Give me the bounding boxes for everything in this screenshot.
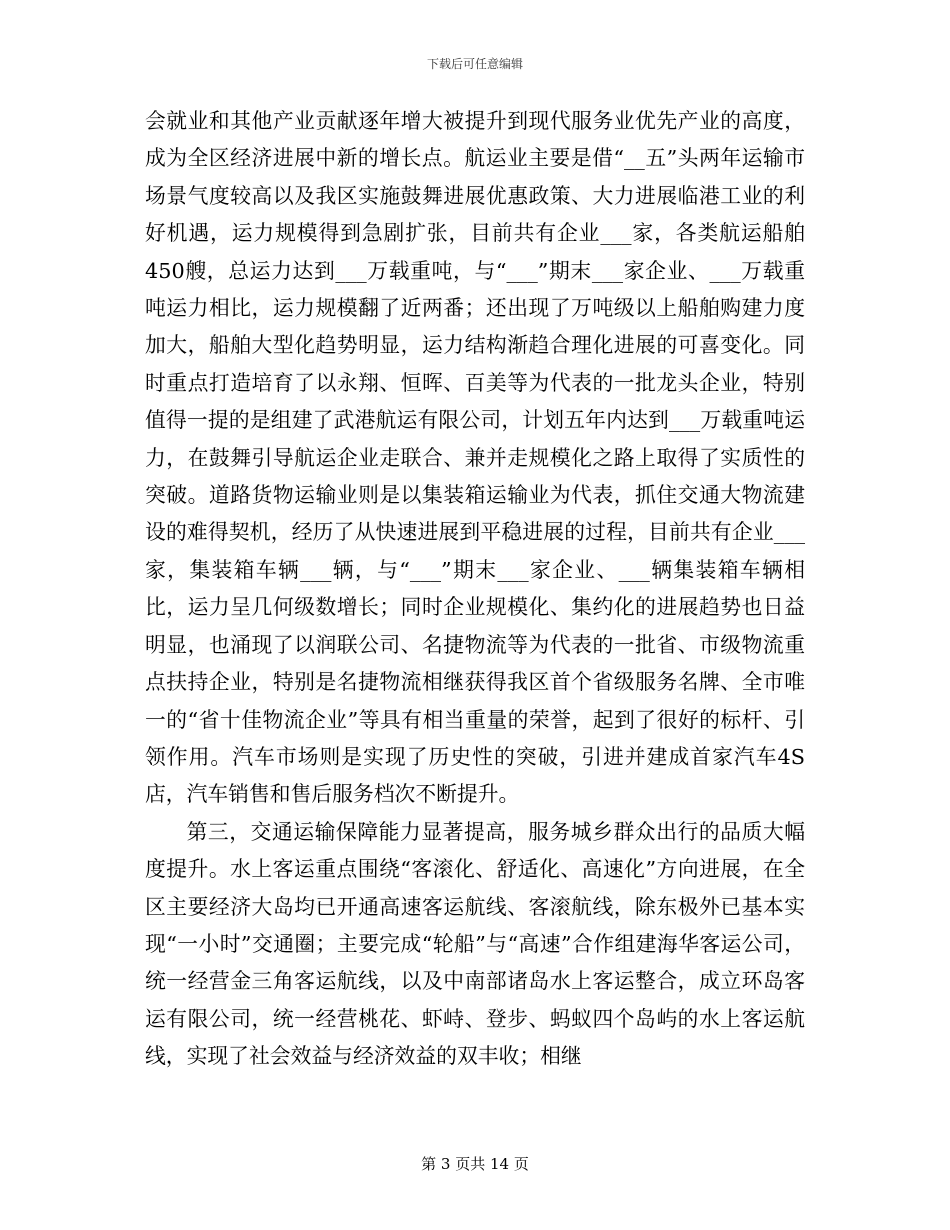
page-footer: 第 3 页共 14 页	[421, 1155, 529, 1173]
paragraph-third-point: 第三，交通运输保障能力显著提高，服务城乡群众出行的品质大幅度提升。水上客运重点围绕“客滚化、舒适化、高速化”方向进展，在全区主要经济大岛均已开通高速客运航线、客滚航线，除东极外已基本实现“一小时”交通圈；主要完成“轮船”与“高速”合作组建海华客运公司，统一经营金三角客运航线，以及中南部诸岛水上客运整合，成立环岛客运有限公司，统一经营桃花、虾峙、登步、蚂蚁四个岛屿的水上客运航线，实现了社会效益与经济效益的双丰收；相继	[145, 819, 805, 1069]
page-header: 下载后可任意编辑	[426, 57, 523, 71]
paragraph-continuation: 会就业和其他产业贡献逐年增大被提升到现代服务业优先产业的高度，成为全区经济进展中新的增长点。航运业主要是借“__五”头两年运输市场景气度较高以及我区实施鼓舞进展优惠政策、大力进展临港工业的利好机遇，运力规模得到急剧扩张，目前共有企业___家，各类航运船舶450艘，总运力达到___万载重吨，与“___”期末___家企业、___万载重吨运力相比，运力规模翻了近两番；还出现了万吨级以上船舶购建力度加大，船舶大型化趋势明显，运力结构渐趋合理化进展的可喜变化。同时重点打造培育了以永翔、恒晖、百美等为代表的一批龙头企业，特别值得一提的是组建了武港航运有限公司，计划五年内达到___万载重吨运力，在鼓舞引导航运企业走联合、兼并走规模化之路上取得了实质性的突破。道路货物运输业则是以集装箱运输业为代表，抓住交通大物流建设的难得契机，经历了从快速进展到平稳进展的过程，目前共有企业___家，集装箱车辆___辆，与“___”期末___家企业、___辆集装箱车辆相比，运力呈几何级数增长；同时企业规模化、集约化的进展趋势也日益明显，也涌现了以润联公司、名捷物流等为代表的一批省、市级物流重点扶持企业，特别是名捷物流相继获得我区首个省级服务名牌、全市唯一的“省十佳物流企业”等具有相当重量的荣誉，起到了很好的标杆、引领作用。汽车市场则是实现了历史性的突破，引进并建成首家汽车4S店，汽车销售和售后服务档次不断提升。	[145, 109, 805, 807]
document-body	[145, 103, 805, 1076]
